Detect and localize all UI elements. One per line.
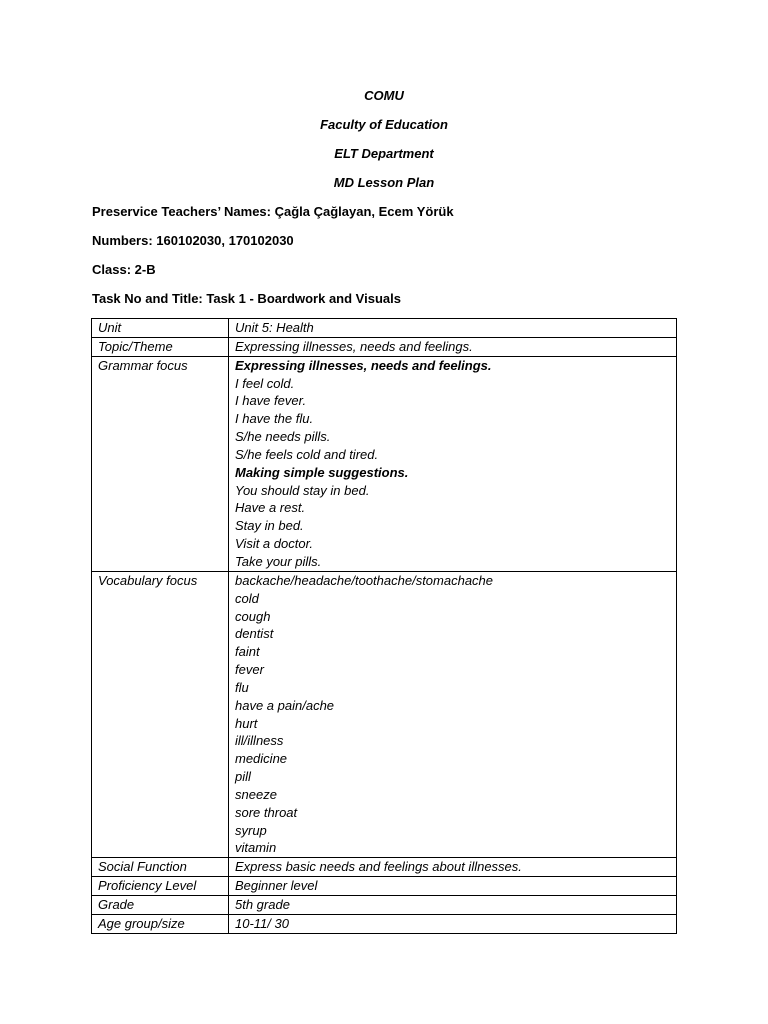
vocabulary-item: sore throat [235, 804, 298, 820]
table-row [92, 914, 677, 933]
grammar-example: I have the flu. [235, 411, 314, 427]
vocabulary-item: ill/illness [235, 733, 284, 749]
lesson-plan-table [91, 318, 677, 934]
table-row [92, 858, 677, 877]
vocabulary-item: medicine [235, 751, 288, 767]
row-value: Expressing illnesses, needs and feelings. [229, 337, 677, 356]
task-title: Task No and Title: Task 1 - Boardwork and Visuals [92, 291, 401, 306]
row-label: Unit [92, 319, 229, 338]
table-row [92, 877, 677, 896]
vocabulary-item: pill [235, 769, 251, 785]
grammar-example: Visit a doctor. [235, 536, 314, 552]
vocabulary-item: cough [235, 608, 271, 624]
grammar-example: S/he feels cold and tired. [235, 446, 379, 462]
student-numbers: Numbers: 160102030, 170102030 [92, 233, 294, 248]
vocabulary-focus-cell [229, 571, 677, 858]
table-row [92, 337, 677, 356]
row-value: Express basic needs and feelings about illnesses. [229, 858, 677, 877]
row-label: Grade [92, 896, 229, 915]
vocabulary-item: syrup [235, 822, 267, 838]
table-row [92, 356, 677, 571]
grammar-example: I feel cold. [235, 375, 295, 391]
grammar-example: S/he needs pills. [235, 429, 331, 445]
vocabulary-item: cold [235, 590, 259, 606]
table-row [92, 319, 677, 338]
vocabulary-item: flu [235, 679, 249, 695]
teacher-names: Preservice Teachers’ Names: Çağla Çağlayan, Ecem Yörük [92, 204, 454, 219]
vocabulary-item: hurt [235, 715, 258, 731]
table-row [92, 571, 677, 858]
department-heading: ELT Department [334, 146, 434, 161]
table-row [92, 896, 677, 915]
row-value: 10-11/ 30 [229, 914, 677, 933]
row-value: Beginner level [229, 877, 677, 896]
grammar-example: Take your pills. [235, 553, 322, 569]
row-label: Grammar focus [92, 356, 229, 571]
vocabulary-item: sneeze [235, 786, 277, 802]
grammar-focus-cell [229, 356, 677, 571]
grammar-example: I have fever. [235, 393, 307, 409]
row-label: Vocabulary focus [92, 571, 229, 858]
document-title: MD Lesson Plan [333, 175, 435, 190]
row-value: 5th grade [229, 896, 677, 915]
vocabulary-item: have a pain/ache [235, 697, 335, 713]
vocabulary-item: fever [235, 662, 264, 678]
faculty-heading: Faculty of Education [320, 117, 448, 132]
grammar-example: You should stay in bed. [235, 482, 370, 498]
vocabulary-item: dentist [235, 626, 274, 642]
institution-heading: COMU [364, 88, 404, 103]
row-value: Unit 5: Health [229, 319, 677, 338]
grammar-example: Stay in bed. [235, 518, 304, 534]
row-label: Proficiency Level [92, 877, 229, 896]
class-info: Class: 2-B [92, 262, 156, 277]
row-label: Age group/size [92, 914, 229, 933]
vocabulary-item: vitamin [235, 840, 277, 856]
row-label: Social Function [92, 858, 229, 877]
grammar-heading: Expressing illnesses, needs and feelings. [235, 357, 492, 373]
row-label: Topic/Theme [92, 337, 229, 356]
grammar-heading: Making simple suggestions. [235, 464, 409, 480]
vocabulary-item: faint [235, 644, 260, 660]
vocabulary-item: backache/headache/toothache/stomachache [235, 572, 494, 588]
grammar-example: Have a rest. [235, 500, 306, 516]
